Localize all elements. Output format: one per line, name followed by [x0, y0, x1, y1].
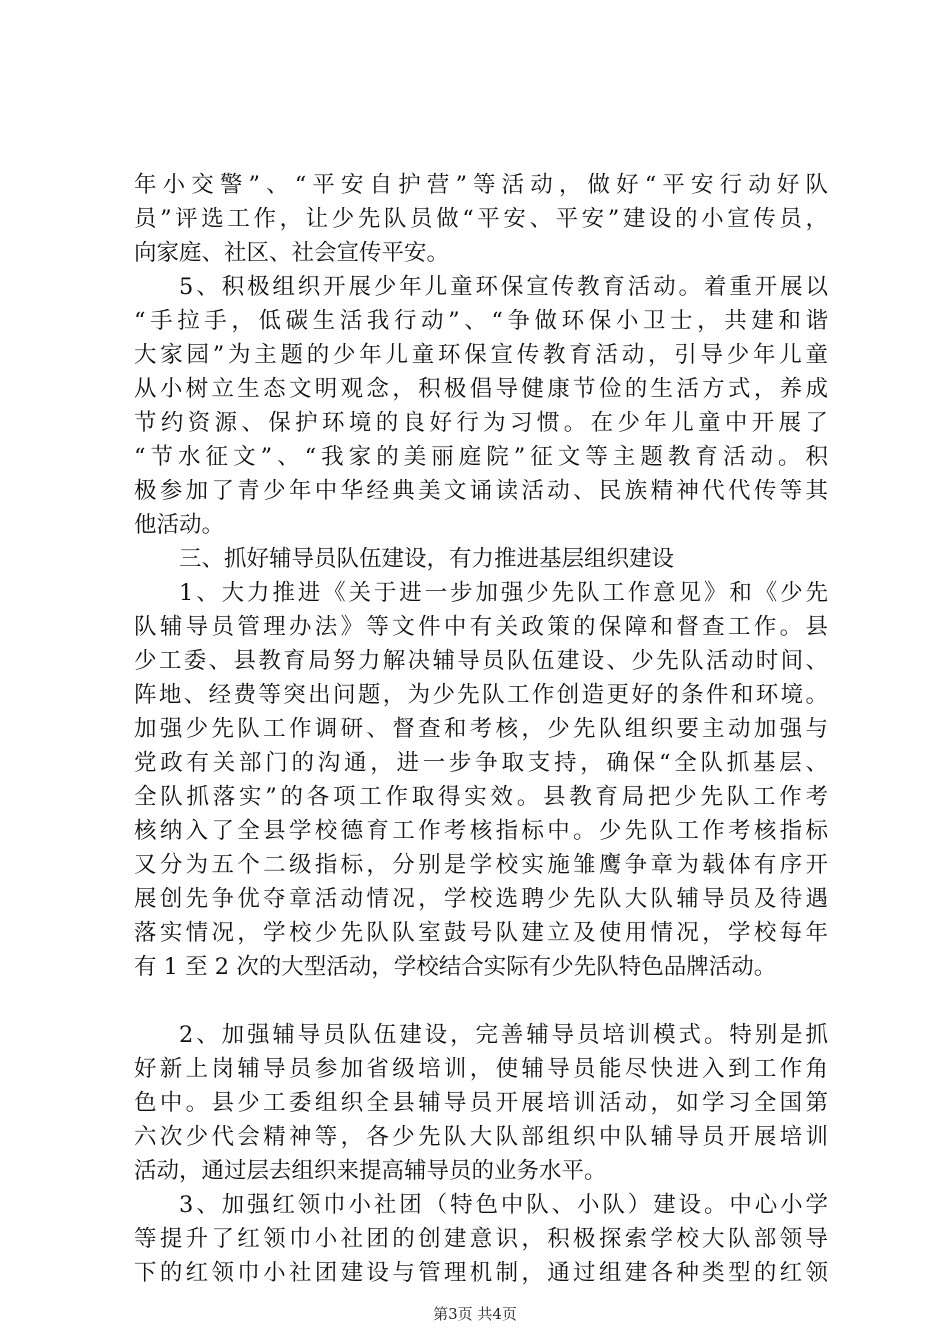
text-line: 他活动。	[134, 512, 225, 538]
blank-line	[134, 984, 828, 1018]
text-line: 2、加强辅导员队伍建设，完善辅导员培训模式。特别是抓	[179, 1022, 828, 1048]
text-line: 又分为五个二级指标，分别是学校实施雏鹰争章为载体有序开	[134, 852, 828, 878]
text-line: 等提升了红领巾小社团的创建意识，积极探索学校大队部领导	[134, 1226, 828, 1252]
text-line: 加强少先队工作调研、督查和考核，少先队组织要主动加强与	[134, 716, 828, 742]
text-line: 党政有关部门的沟通，进一步争取支持，确保“全队抓基层、	[134, 750, 828, 776]
text-line: 有 1 至 2 次的大型活动，学校结合实际有少先队特色品牌活动。	[134, 954, 777, 980]
text-line: 从小树立生态文明观念，积极倡导健康节俭的生活方式，养成	[134, 376, 828, 402]
text-line: 核纳入了全县学校德育工作考核指标中。少先队工作考核指标	[134, 818, 828, 844]
text-line: 展创先争优夺章活动情况，学校选聘少先队大队辅导员及待遇	[134, 886, 828, 912]
text-line: 少工委、县教育局努力解决辅导员队伍建设、少先队活动时间、	[134, 648, 828, 674]
text-line: 5、积极组织开展少年儿童环保宣传教育活动。着重开展以	[179, 274, 828, 300]
body-text	[134, 168, 828, 1290]
text-line: 色中。县少工委组织全县辅导员开展培训活动，如学习全国第	[134, 1090, 828, 1116]
text-line: 员”评选工作，让少先队员做“平安、平安”建设的小宣传员，	[134, 206, 828, 232]
text-line: 六次少代会精神等，各少先队大队部组织中队辅导员开展培训	[134, 1124, 828, 1150]
text-line: 极参加了青少年中华经典美文诵读活动、民族精神代代传等其	[134, 478, 828, 504]
text-line: “手拉手，低碳生活我行动”、“争做环保小卫士，共建和谐	[134, 308, 828, 334]
section-heading: 三、抓好辅导员队伍建设，有力推进基层组织建设	[179, 546, 675, 572]
text-line: 3、加强红领巾小社团（特色中队、小队）建设。中心小学	[179, 1192, 828, 1218]
text-line: 1、大力推进《关于进一步加强少先队工作意见》和《少先	[179, 580, 828, 606]
text-line: 向家庭、社区、社会宣传平安。	[134, 240, 450, 266]
text-line: 全队抓落实”的各项工作取得实效。县教育局把少先队工作考	[134, 784, 828, 810]
text-line: 活动，通过层去组织来提高辅导员的业务水平。	[134, 1158, 607, 1184]
text-line: 下的红领巾小社团建设与管理机制，通过组建各种类型的红领	[134, 1260, 828, 1286]
text-line: 节约资源、保护环境的良好行为习惯。在少年儿童中开展了	[134, 410, 828, 436]
page-footer: 第3页 共4页	[433, 1305, 517, 1323]
text-line: 阵地、经费等突出问题，为少先队工作创造更好的条件和环境。	[134, 682, 828, 708]
text-line: 年小交警”、“平安自护营”等活动，做好“平安行动好队	[134, 172, 828, 198]
text-line: 好新上岗辅导员参加省级培训，使辅导员能尽快进入到工作角	[134, 1056, 828, 1082]
text-line: 落实情况，学校少先队队室鼓号队建立及使用情况，学校每年	[134, 920, 828, 946]
text-line: 大家园”为主题的少年儿童环保宣传教育活动，引导少年儿童	[134, 342, 828, 368]
text-line: 队辅导员管理办法》等文件中有关政策的保障和督查工作。县	[134, 614, 828, 640]
text-line: “节水征文”、“我家的美丽庭院”征文等主题教育活动。积	[134, 444, 828, 470]
